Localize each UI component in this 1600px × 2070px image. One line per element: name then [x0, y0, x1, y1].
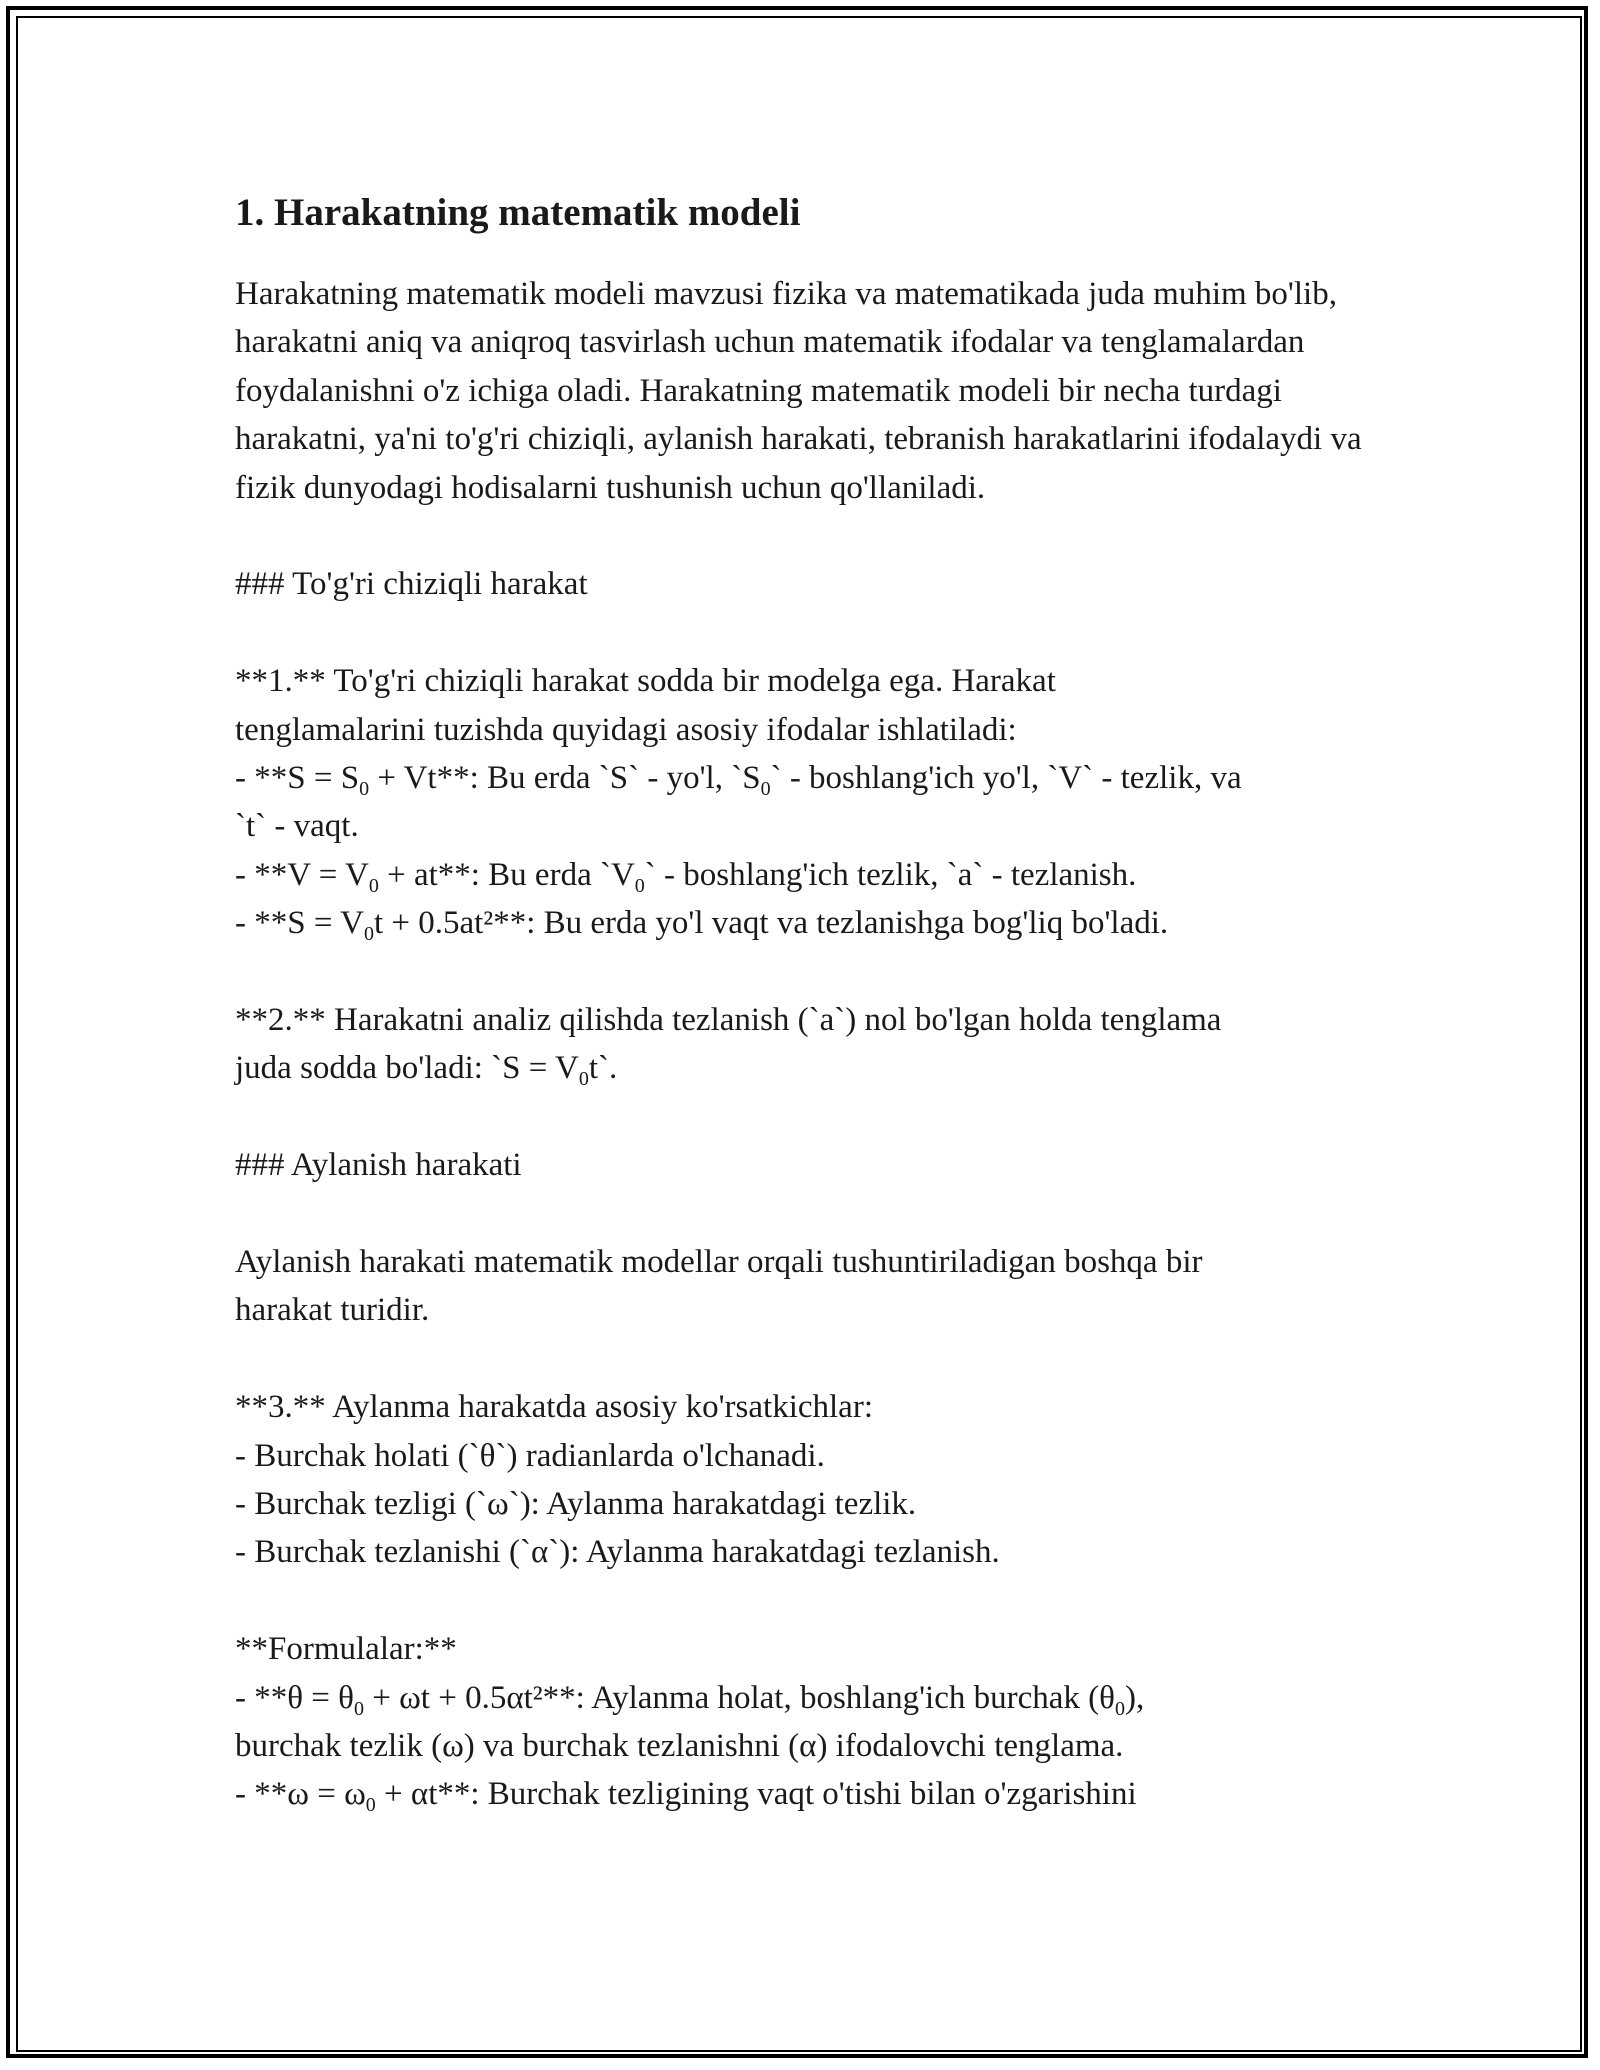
formula-bullet-3: - $**S = V_0t + 0.5at^2**$: Bu erda yo'l vaqt va tezlanishga bog'liq bo'ladi. [235, 905, 1169, 946]
page-title: 1. Harakatning matematik modeli [235, 191, 801, 234]
formula-bullet-2: - $**V = V_0 + at**$: Bu erda $`V_0`$ - boshlang'ich tezlik, `a` - tezlanish. [235, 856, 1137, 897]
paragraph-3-line-1: **3.** Aylanma harakatda asosiy ko'rsatkichlar: [235, 1389, 873, 1426]
intro-paragraph: Harakatning matematik modeli mavzusi fizika va matematikada juda muhim bo'lib, harakatni aniq va aniqroq tasvirlash uchun matematik ifodalar va tenglamalardan foydalanishni o'z ichiga oladi. Harakatning matematik modeli bir necha turdagi harakatni, ya'ni to'g'ri chiziqli, aylanish harakati, tebranish harakatlarini ifodalaydi va fizik dunyodagi hodisalarni tushunish uchun qo'llaniladi. [235, 276, 1362, 506]
rotation-bullet-1: - Burchak holati (`θ`) radianlarda o'lchanadi. [235, 1437, 825, 1474]
formula-bullet-1-cont: `t` - vaqt. [235, 808, 359, 845]
section-heading-linear: ### To'g'ri chiziqli harakat [235, 566, 588, 603]
document-body [235, 184, 1365, 1819]
formula-bullet-1: - $**S = S_0 + Vt**$: Bu erda `S` - yo'l, $`S_0`$ - boshlang'ich yo'l, `V` - tezlik, va [235, 760, 1242, 801]
rotation-formula-2: - $**\omega = \omega_0 + \alpha t**$: Burchak tezligining vaqt o'tishi bilan o'zgarishini [235, 1776, 1137, 1817]
paragraph-1-line-2: tenglamalarini tuzishda quyidagi asosiy ifodalar ishlatiladi: [235, 711, 1017, 748]
section-heading-rotation: ### Aylanish harakati [235, 1147, 522, 1184]
rotation-bullet-2: - Burchak tezligi (`ω`): Aylanma harakatdagi tezlik. [235, 1486, 917, 1523]
rotation-paragraph-line-2: harakat turidir. [235, 1292, 430, 1329]
paragraph-2-line-2: juda sodda bo'ladi: `S = $V_0t`$. [235, 1050, 618, 1091]
rotation-formula-1: - $**\theta = \theta_0 + \omega t + 0.5\alpha t^2**$: Aylanma holat, boshlang'ich burchak $(\theta_0)$, [235, 1679, 1145, 1720]
formulas-label: **Formulalar:** [235, 1631, 457, 1668]
rotation-bullet-3: - Burchak tezlanishi (`α`): Aylanma harakatdagi tezlanish. [235, 1534, 1000, 1571]
rotation-paragraph-line-1: Aylanish harakati matematik modellar orqali tushuntiriladigan boshqa bir [235, 1244, 1203, 1281]
paragraph-2-line-1: **2.** Harakatni analiz qilishda tezlanish (`a`) nol bo'lgan holda tenglama [235, 1002, 1222, 1039]
rotation-formula-1-cont: burchak tezlik (ω) va burchak tezlanishni (α) ifodalovchi tenglama. [235, 1728, 1124, 1765]
paragraph-1-line-1: **1.** To'g'ri chiziqli harakat sodda bir modelga ega. Harakat [235, 663, 1056, 700]
